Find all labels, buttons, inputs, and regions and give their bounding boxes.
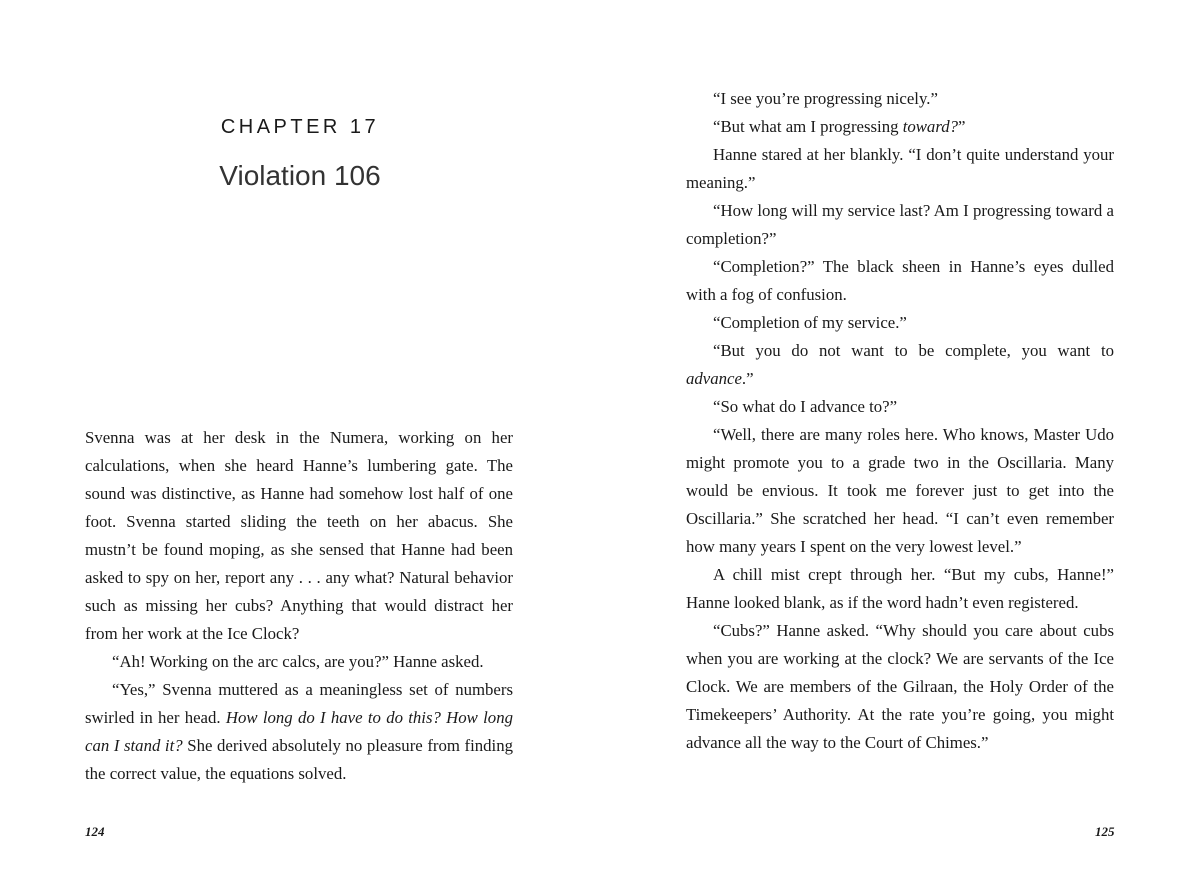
right-body-text: [686, 85, 1114, 757]
text-run: “Completion?” The black sheen in Hanne’s eyes dulled with a fog of confusion.: [686, 257, 1114, 304]
text-run: “But what am I progressing: [713, 117, 903, 136]
text-run: She derived absolutely no pleasure from finding the correct value, the equations solved.: [85, 736, 513, 783]
left-body-text: [85, 424, 513, 788]
right-page: [600, 0, 1200, 883]
paragraph: [85, 648, 513, 676]
paragraph: [686, 309, 1114, 337]
text-run: Svenna was at her desk in the Numera, working on her calculations, when she heard Hanne’s lumbering gate. The sound was distinctive, as Hanne had somehow lost half of one foot. Svenna started sliding the teeth on her abacus. She mustn’t be found moping, as she sensed that Hanne had been asked to spy on her, report any . . . any what? Natural behavior such as missing her cubs? Anything that would distract her from her work at the Ice Clock?: [85, 428, 513, 643]
page-number-left: 124: [85, 824, 105, 839]
chapter-title: Violation 106: [219, 160, 381, 191]
paragraph: [686, 393, 1114, 421]
paragraph: [85, 424, 513, 648]
text-run: “But you do not want to be complete, you want to: [713, 341, 1114, 360]
italic-text: advance: [686, 369, 742, 388]
text-run: “Well, there are many roles here. Who knows, Master Udo might promote you to a grade two in the Oscillaria. Many would be envious. It took me forever just to get into the Oscillaria.” She scratched her head. “I can’t even remember how many years I spent on the very lowest level.”: [686, 425, 1114, 556]
paragraph: [85, 676, 513, 788]
paragraph: [686, 337, 1114, 393]
text-run: “Yes,” Svenna muttered as a meaningless set of numbers swirled in her head.: [85, 680, 513, 727]
text-run: “I see you’re progressing nicely.”: [713, 89, 938, 108]
paragraph: [686, 421, 1114, 561]
text-run: .”: [741, 369, 754, 388]
paragraph: [686, 141, 1114, 197]
text-run: “How long will my service last? Am I progressing toward a completion?”: [686, 201, 1114, 248]
text-run: Hanne stared at her blankly. “I don’t quite understand your meaning.”: [686, 145, 1114, 192]
text-run: A chill mist crept through her. “But my cubs, Hanne!” Hanne looked blank, as if the word hadn’t even registered.: [686, 565, 1114, 612]
paragraph: [686, 617, 1114, 757]
paragraph: [686, 197, 1114, 253]
text-run: “Cubs?” Hanne asked. “Why should you care about cubs when you are working at the clock? We are servants of the Ice Clock. We are members of the Gilraan, the Holy Order of the Timekeepers’ Authority. At the rate you’re going, you might advance all the way to the Court of Chimes.”: [686, 621, 1114, 752]
paragraph: [686, 253, 1114, 309]
text-run: “Completion of my service.”: [713, 313, 907, 332]
italic-text: toward?: [902, 117, 959, 136]
paragraph: [686, 85, 1114, 113]
paragraph: [686, 561, 1114, 617]
italic-text: How long do I have to do this? How long can I stand it?: [85, 708, 513, 755]
page-number-right: 125: [1095, 824, 1115, 839]
text-run: ”: [958, 117, 966, 136]
paragraph: [686, 113, 1114, 141]
text-run: “So what do I advance to?”: [713, 397, 898, 416]
chapter-label: CHAPTER 17: [220, 116, 380, 138]
text-run: “Ah! Working on the arc calcs, are you?” Hanne asked.: [112, 652, 484, 671]
